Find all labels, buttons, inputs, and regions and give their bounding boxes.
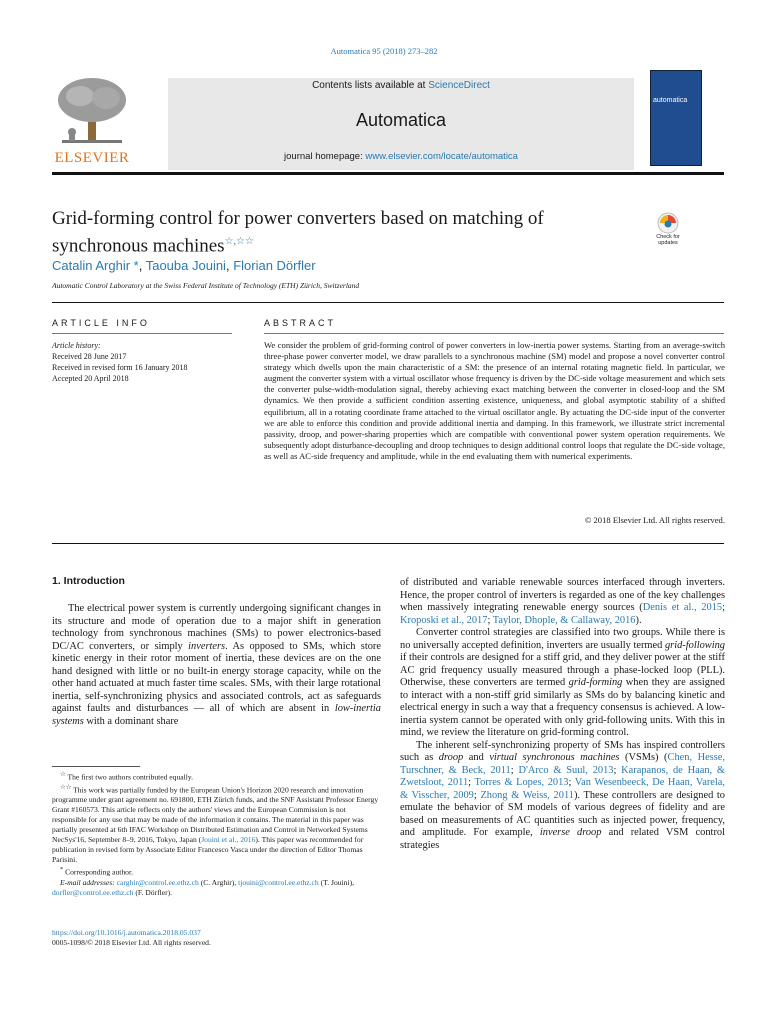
footnote-2: ☆☆ This work was partially funded by the European Union's Horizon 2020 research and innovation programme under grant agreement no. 691800, ETH Zürich funds, and the SNF Assistant Professor Energy Grant #160573. This article reflects only the authors' views and the European Commission is not responsible for any use that may be made of the information it contains. The material in this paper was partially presented at 6th IFAC Workshop on Distributed Estimation and Control in Networked Systems NecSys'16, September 8–9, 2016, Tokyo, Japan (Jouini et al., 2016). This paper was recommended for publication in revised form by Associate Editor Francesco Vasca under the direction of Editor Thomas Parisini. (52, 783, 379, 865)
sciencedirect-link[interactable]: ScienceDirect (428, 80, 490, 91)
abstract-rule (264, 333, 724, 334)
homepage-link[interactable]: www.elsevier.com/locate/automatica (365, 151, 518, 162)
introduction-heading: 1. Introduction (52, 575, 125, 587)
footnote-1: ☆ The first two authors contributed equally. (60, 771, 194, 782)
journal-cover-thumbnail[interactable] (650, 70, 702, 166)
affiliation: Automatic Control Laboratory at the Swiss Federal Institute of Technology (ETH) Zürich, Switzerland (52, 281, 360, 290)
article-info-heading: ARTICLE INFO (52, 318, 150, 328)
section-rule (52, 302, 724, 303)
author-arghir[interactable]: Catalin Arghir (52, 258, 131, 273)
email-link-jouini[interactable]: tjouini@control.ee.ethz.ch (238, 877, 319, 887)
right-column (400, 577, 725, 852)
article-history (52, 340, 232, 384)
check-updates-icon (648, 212, 688, 234)
author-jouini[interactable]: Taouba Jouini (145, 258, 226, 273)
citation-link[interactable]: Denis et al., 2015 (642, 602, 723, 613)
journal-reference[interactable]: Automatica 95 (2018) 273–282 (330, 46, 438, 56)
footnotes (52, 770, 381, 898)
title-line-1: Grid-forming control for power converters based on matching of (52, 208, 544, 229)
contents-line (168, 80, 634, 91)
homepage-prefix: journal homepage: (284, 151, 366, 162)
contents-prefix: Contents lists available at (312, 80, 429, 91)
citation-link[interactable]: Zhong & Weiss, 2011 (480, 789, 574, 801)
history-label: Article history: (52, 341, 101, 350)
footnote-emails: E-mail addresses: carghir@control.ee.ethz.ch (C. Arghir), tjouini@control.ee.ethz.ch (T. Jouini), dorfler@control.ee.ethz.ch (F. Dörfler). (52, 877, 354, 897)
paper-title (52, 207, 612, 257)
citation-link[interactable]: Karapanos, de Haan, & Zwetsloot, 2011 (400, 764, 725, 788)
footnote-rule (52, 766, 140, 767)
citation-link[interactable]: Chen, Hesse, Turschner, & Beck, 2011 (400, 752, 725, 776)
section-rule (52, 543, 724, 544)
abstract-copyright: © 2018 Elsevier Ltd. All rights reserved. (584, 515, 725, 525)
title-line-2: synchronous machines (52, 235, 225, 257)
elsevier-wordmark: ELSEVIER (54, 150, 130, 166)
header-rule (52, 172, 724, 175)
journal-name: Automatica (355, 110, 447, 130)
intro-paragraph-1: The electrical power system is currently undergoing significant changes in its structure and mode of operation due to a major shift in generation technology from synchronous machines (SMs) to power electronics-based DC/AC converters, or simply inverters. As opposed to SMs, which store kinetic energy in their rotor moment of inertia, these devices are on the one hand designed with little or no built-in energy storage capacity, while on the other hand actuated at much faster time scales. SMs, with their large rotational inertia, self-synchronizing physics and associated controls, act as safeguards against faults and disturbances — all of which are absent in low-inertia systems with a dominant share (52, 603, 381, 727)
abstract-text: We consider the problem of grid-forming control of power converters in low-inertia power systems. Starting from an average-switch three-phase power converter model, we draw parallels to a synchronous machine (SM) model and propose a novel converter control strategy which dwells upon the main characteristic of a SM: the presence of an internal rotating magnetic field. In particular, we augment the converter system with a virtual oscillator whose frequency is driven by the DC-side voltage measurement and which sets the converter pulse-width-modulation signal, thereby achieving exact matching between the converter in closed-loop and the SM dynamics. We then provide a sufficient condition asserting existence, uniqueness, and global asymptotic stability of a shifted equilibrium, all in a rotating coordinate frame attached to the virtual oscillator angle. By actuating the DC-side input of the converter we are able to enforce this condition and provide additional inertia and damping. In this framework, we illustrate strict incremental passivity, droop, and power-sharing properties which are compatible with conventional power system operation requirements. We subsequently adopt disturbance-decoupling and droop techniques to design additional control loops that regulate the DC-side voltage, as well as AC-side frequency and amplitude, while in the end evaluating them with numerical experiments. (264, 340, 725, 461)
citation-link[interactable]: Kroposki et al., 2017 (400, 614, 488, 626)
article-info-rule (52, 333, 232, 334)
author-separator: , (138, 258, 146, 273)
citation-link[interactable]: D'Arco & Suul, 2013 (518, 764, 614, 776)
email-link-dorfler[interactable]: dorfler@control.ee.ethz.ch (52, 887, 134, 897)
received-date: Received 28 June 2017 (52, 352, 127, 361)
doi-link[interactable]: https://doi.org/10.1016/j.automatica.2018.05.037 (52, 928, 201, 937)
author-separator: , (225, 258, 234, 273)
citation-link[interactable]: Torres & Lopes, 2013 (474, 777, 569, 788)
intro-paragraph-3: The inherent self-synchronizing property of SMs has inspired controllers such as droop and virtual synchronous machines (VSMs) (Chen, Hesse, Turschner, & Beck, 2011; D'Arco & Suul, 2013; Karapanos, de Haan, & Zwetsloot, 2011; Torres & Lopes, 2013; Van Wesenbeeck, De Haan, Varela, & Visscher, 2009; Zhong & Weiss, 2011). These controllers are designed to emulate the behavior of SM models of various degrees of fidelity and are based on measurements of AC quantities such as injected power, frequency, and amplitude. For example, inverse droop and related VSM control strategies (400, 739, 725, 851)
homepage-line (168, 151, 634, 162)
intro-paragraph-1-cont: of distributed and variable renewable sources interfaced through inverters. Hence, the proper control of inverters is regarded as one of the key challenges when massively integrating renewable energy sources (Denis et al., 2015; Kroposki et al., 2017; Taylor, Dhople, & Callaway, 2016). (400, 577, 725, 626)
accepted-date: Accepted 20 April 2018 (52, 374, 129, 383)
email-link-arghir[interactable]: carghir@control.ee.ethz.ch (116, 877, 199, 887)
issn-line: 0005-1098/© 2018 Elsevier Ltd. All rights reserved. (52, 938, 211, 947)
check-for-updates-label: Check for updates (656, 234, 680, 246)
corresponding-mark[interactable]: * (130, 258, 139, 273)
doi-block (52, 928, 381, 948)
footnote-citation-link[interactable]: Jouini et al., 2016 (201, 835, 256, 845)
cover-title: automatica (653, 97, 688, 104)
author-dorfler[interactable]: Florian Dörfler (233, 258, 316, 273)
revised-date: Received in revised form 16 January 2018 (52, 363, 188, 372)
title-footnote-marks[interactable]: ☆,☆☆ (224, 236, 254, 247)
intro-paragraph-2: Converter control strategies are classified into two groups. While there is no universally accepted definition, inverters are usually termed grid-following if their controls are designed for a stiff grid, and they deliver power at the stiff AC grid frequency usually measured through a phase-locked loop (PLL). Otherwise, these converters are termed grid-forming when they are assigned to interact with a non-stiff grid similarly as SMs do by balancing kinetic and electrical energy in such a way that a frequency consensus is achieved. A low-inertia system cannot be operated with only grid-following units. With this in mind, we review the literature on grid-forming control. (400, 627, 725, 738)
citation-link[interactable]: Taylor, Dhople, & Callaway, 2016 (492, 614, 636, 626)
abstract-heading: ABSTRACT (264, 318, 337, 328)
left-column (52, 603, 381, 728)
footnote-3: * Corresponding author. (60, 866, 133, 877)
author-list (52, 258, 652, 273)
citation-link[interactable]: Van Wesenbeeck, De Haan, Varela, & Visscher, 2009 (400, 777, 725, 801)
